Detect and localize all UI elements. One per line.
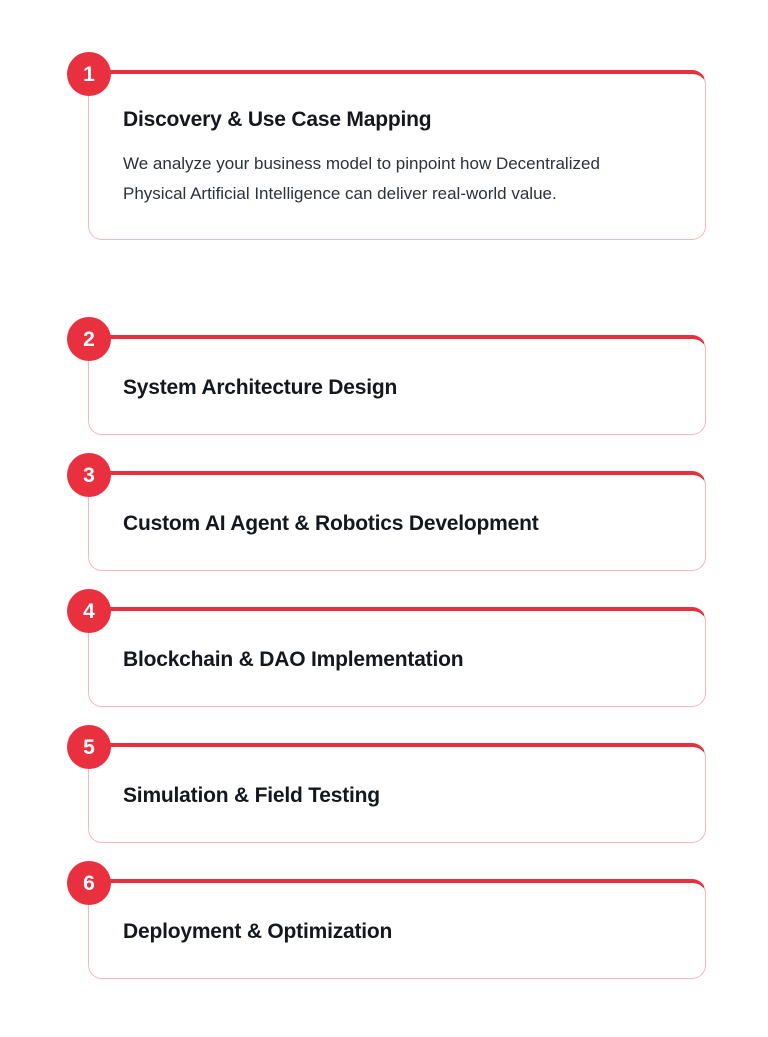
step-card (83, 62, 706, 240)
step-title: Blockchain & DAO Implementation (123, 647, 464, 671)
step-number-badge: 3 (67, 453, 111, 497)
process-step-3 (83, 463, 706, 571)
step-card (83, 735, 706, 843)
step-title: Custom AI Agent & Robotics Development (123, 511, 539, 535)
step-card (83, 327, 706, 435)
step-number-badge: 4 (67, 589, 111, 633)
step-number-badge: 1 (67, 52, 111, 96)
step-number-badge: 2 (67, 317, 111, 361)
process-step-5 (83, 735, 706, 843)
step-card (83, 463, 706, 571)
process-step-1 (83, 62, 706, 240)
process-step-6 (83, 871, 706, 979)
step-description: We analyze your business model to pinpoint how Decentralized Physical Artificial Intelligence can deliver real-world value. (123, 154, 600, 204)
step-title: System Architecture Design (123, 375, 398, 399)
step-number-badge: 6 (67, 861, 111, 905)
step-title: Deployment & Optimization (123, 919, 393, 943)
process-step-4 (83, 599, 706, 707)
step-title: Discovery & Use Case Mapping (123, 108, 432, 131)
step-card (83, 871, 706, 979)
step-number-badge: 5 (67, 725, 111, 769)
step-title: Simulation & Field Testing (123, 783, 380, 807)
process-step-2 (83, 327, 706, 435)
step-card (83, 599, 706, 707)
